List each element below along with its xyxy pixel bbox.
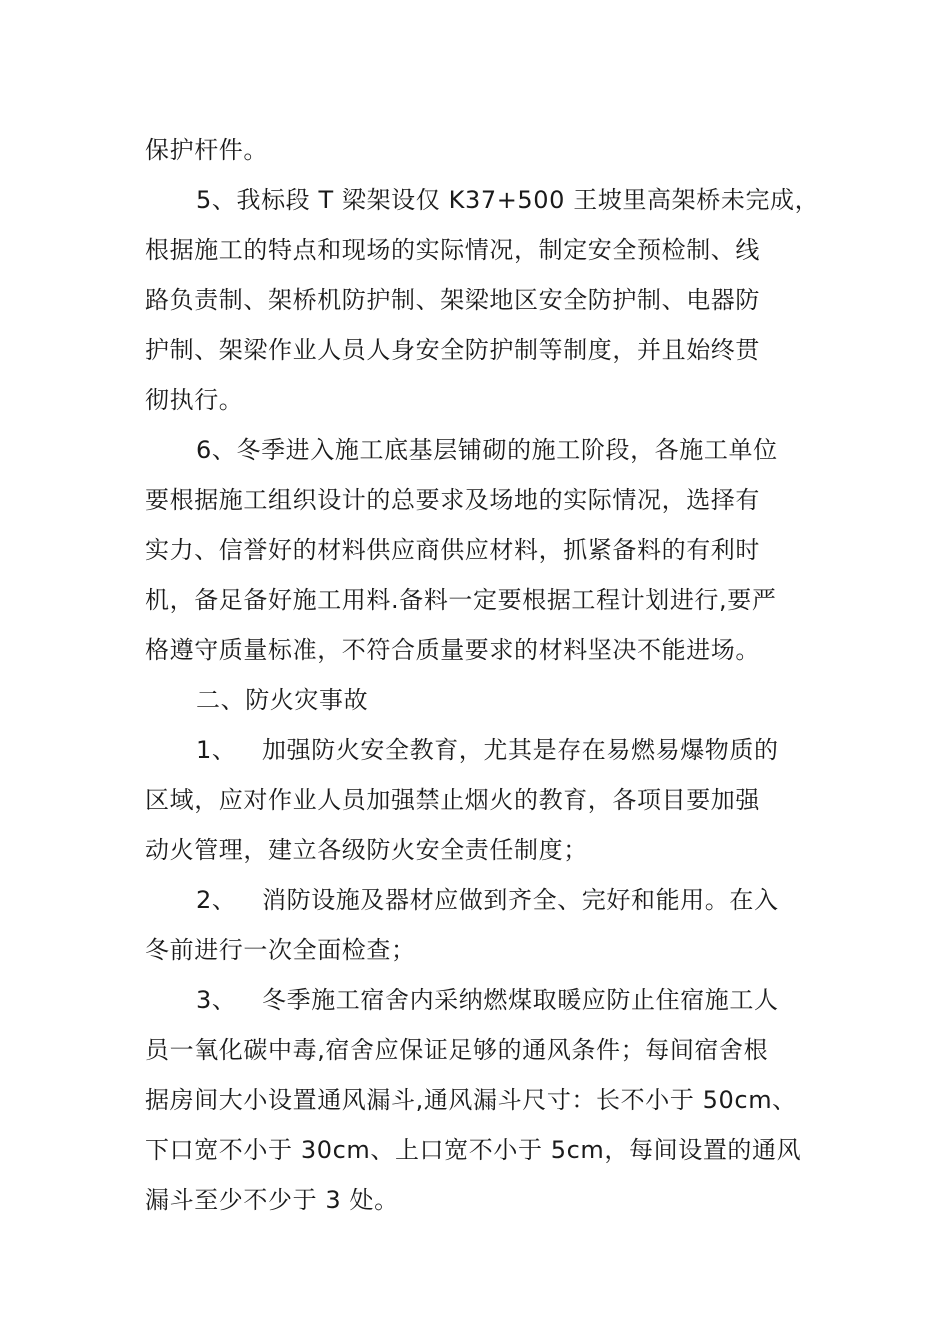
- text-line: 漏斗至少不少于 3 处。: [145, 1186, 399, 1214]
- section-heading-fire: 二、防火灾事故: [196, 686, 369, 714]
- text-line: 区域，应对作业人员加强禁止烟火的教育，各项目要加强: [145, 786, 760, 814]
- paragraph-5-first-line: 5、我标段 T 梁架设仅 K37+500 王坡里高架桥未完成，: [196, 186, 820, 214]
- list-item-text: 冬季施工宿舍内采纳燃煤取暖应防止住宿施工人: [262, 986, 779, 1014]
- text-line: 护制、架梁作业人员人身安全防护制等制度，并且始终贯: [145, 336, 760, 364]
- list-item-text: 加强防火安全教育，尤其是存在易燃易爆物质的: [262, 736, 779, 764]
- list-number: 2、: [196, 886, 237, 914]
- text-line: 冬前进行一次全面检查；: [145, 936, 416, 964]
- text-line: 彻执行。: [145, 386, 244, 414]
- text-line: 机，备足备好施工用料.备料一定要根据工程计划进行,要严: [145, 586, 777, 614]
- text-line: 根据施工的特点和现场的实际情况，制定安全预检制、线: [145, 236, 760, 264]
- text-line: 要根据施工组织设计的总要求及场地的实际情况，选择有: [145, 486, 760, 514]
- text-line: 保护杆件。: [145, 136, 268, 164]
- text-line: 路负责制、架桥机防护制、架梁地区安全防护制、电器防: [145, 286, 760, 314]
- list-number: 1、: [196, 736, 237, 764]
- text-line: 员一氧化碳中毒,宿舍应保证足够的通风条件；每间宿舍根: [145, 1036, 769, 1064]
- list-item-2: [196, 884, 779, 916]
- paragraph-6-first-line: 6、冬季进入施工底基层铺砌的施工阶段，各施工单位: [196, 436, 778, 464]
- text-line: 下口宽不小于 30cm、上口宽不小于 5cm，每间设置的通风: [145, 1136, 802, 1164]
- list-item-1: [196, 734, 779, 766]
- text-line: 动火管理，建立各级防火安全责任制度；: [145, 836, 588, 864]
- list-item-3: [196, 984, 779, 1016]
- text-line: 实力、信誉好的材料供应商供应材料，抓紧备料的有利时: [145, 536, 760, 564]
- list-number: 3、: [196, 986, 237, 1014]
- text-line: 据房间大小设置通风漏斗,通风漏斗尺寸：长不小于 50cm、: [145, 1086, 797, 1114]
- text-line: 格遵守质量标准，不符合质量要求的材料坚决不能进场。: [145, 636, 760, 664]
- list-item-text: 消防设施及器材应做到齐全、完好和能用。在入: [262, 886, 779, 914]
